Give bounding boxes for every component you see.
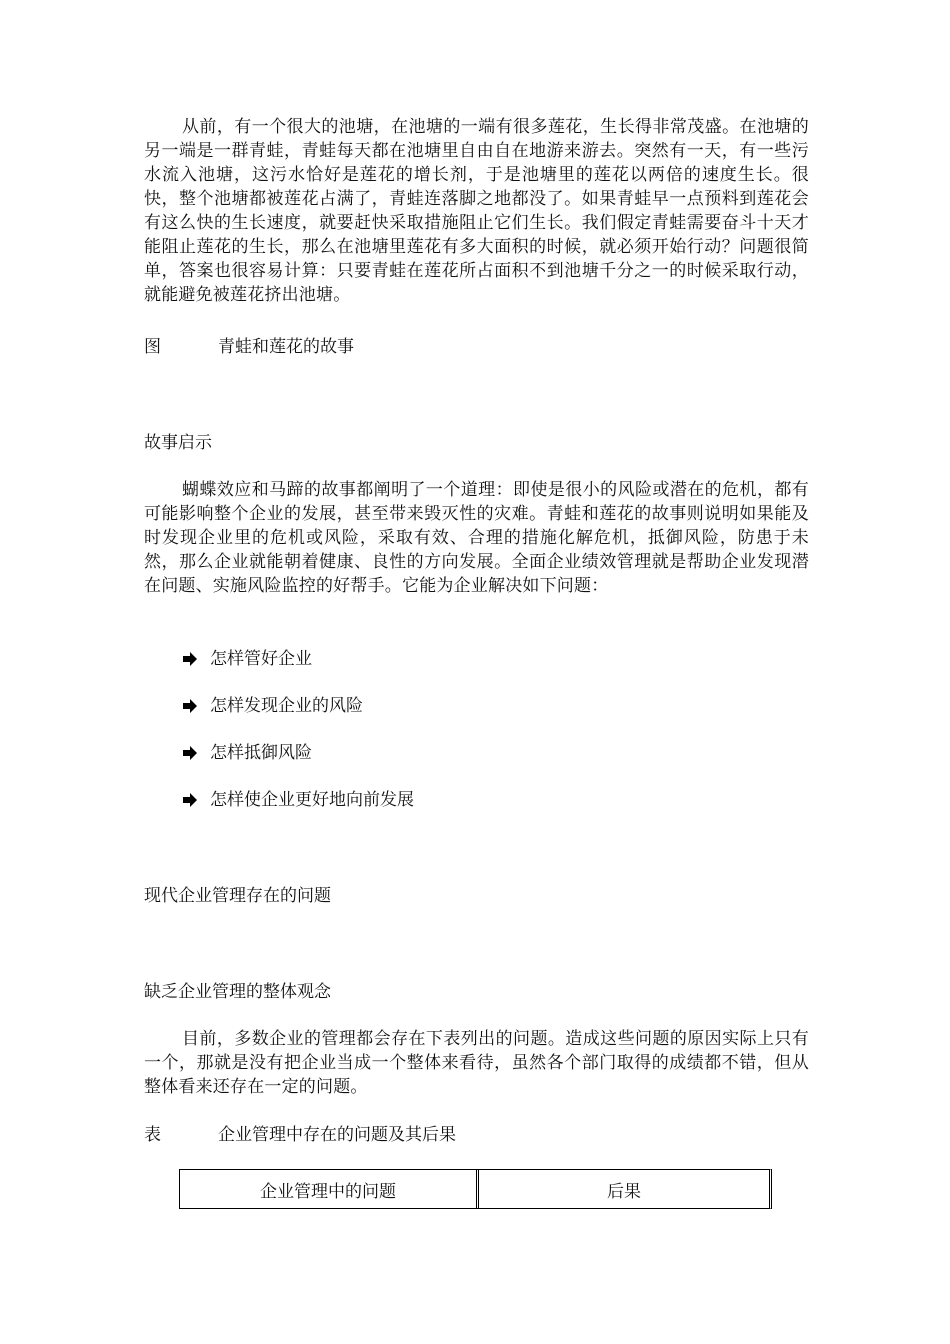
figure-title: 青蛙和莲花的故事 <box>218 337 354 357</box>
bullet-item <box>182 788 414 812</box>
story-paragraph: 从前，有一个很大的池塘，在池塘的一端有很多莲花，生长得非常茂盛。在池塘的另一端是一群青蛙，青蛙每天都在池塘里自由自在地游来游去。突然有一天，有一些污水流入池塘，这污水恰好是莲花的增长剂，于是池塘里的莲花以两倍的速度生长。很快，整个池塘都被莲花占满了，青蛙连落脚之地都没了。如果青蛙早一点预料到莲花会有这么快的生长速度，就要赶快采取措施阻止它们生长。我们假定青蛙需要奋斗十天才能阻止莲花的生长，那么在池塘里莲花有多大面积的时候，就必须开始行动？问题很简单，答案也很容易计算：只要青蛙在莲花所占面积不到池塘千分之一的时候采取行动，就能避免被莲花挤出池塘。 <box>144 117 809 305</box>
table-title: 企业管理中存在的问题及其后果 <box>218 1125 456 1145</box>
section-heading: 现代企业管理存在的问题 <box>144 886 331 906</box>
right-arrow-icon <box>182 698 198 714</box>
section-subheading: 缺乏企业管理的整体观念 <box>144 982 331 1002</box>
bullet-item <box>182 647 312 671</box>
figure-label: 图 <box>144 337 161 357</box>
table-caption <box>144 1123 456 1147</box>
table-header-problem: 企业管理中的问题 <box>180 1170 479 1208</box>
insight-paragraph: 蝴蝶效应和马蹄的故事都阐明了一个道理：即使是很小的风险或潜在的危机，都有可能影响整个企业的发展，甚至带来毁灭性的灾难。青蛙和莲花的故事则说明如果能及时发现企业里的危机或风险，采取有效、合理的措施化解危机，抵御风险，防患于未然，那么企业就能朝着健康、良性的方向发展。全面企业绩效管理就是帮助企业发现潜在问题、实施风险监控的好帮手。它能为企业解决如下问题： <box>144 480 809 596</box>
right-arrow-icon <box>182 745 198 761</box>
figure-caption <box>144 335 354 359</box>
bullet-item <box>182 694 363 718</box>
right-arrow-icon <box>182 792 198 808</box>
bullet-text: 怎样使企业更好地向前发展 <box>210 790 414 810</box>
bullet-item <box>182 741 312 765</box>
insight-heading: 故事启示 <box>144 433 212 453</box>
bullet-text: 怎样发现企业的风险 <box>210 696 363 716</box>
problems-table <box>179 1169 772 1209</box>
right-arrow-icon <box>182 651 198 667</box>
bullet-text: 怎样管好企业 <box>210 649 312 669</box>
table-label: 表 <box>144 1125 161 1145</box>
table-header-consequence: 后果 <box>607 1181 641 1202</box>
section-paragraph: 目前，多数企业的管理都会存在下表列出的问题。造成这些问题的原因实际上只有一个，那就是没有把企业当成一个整体来看待，虽然各个部门取得的成绩都不错，但从整体看来还存在一定的问题。 <box>144 1029 809 1097</box>
bullet-text: 怎样抵御风险 <box>210 743 312 763</box>
